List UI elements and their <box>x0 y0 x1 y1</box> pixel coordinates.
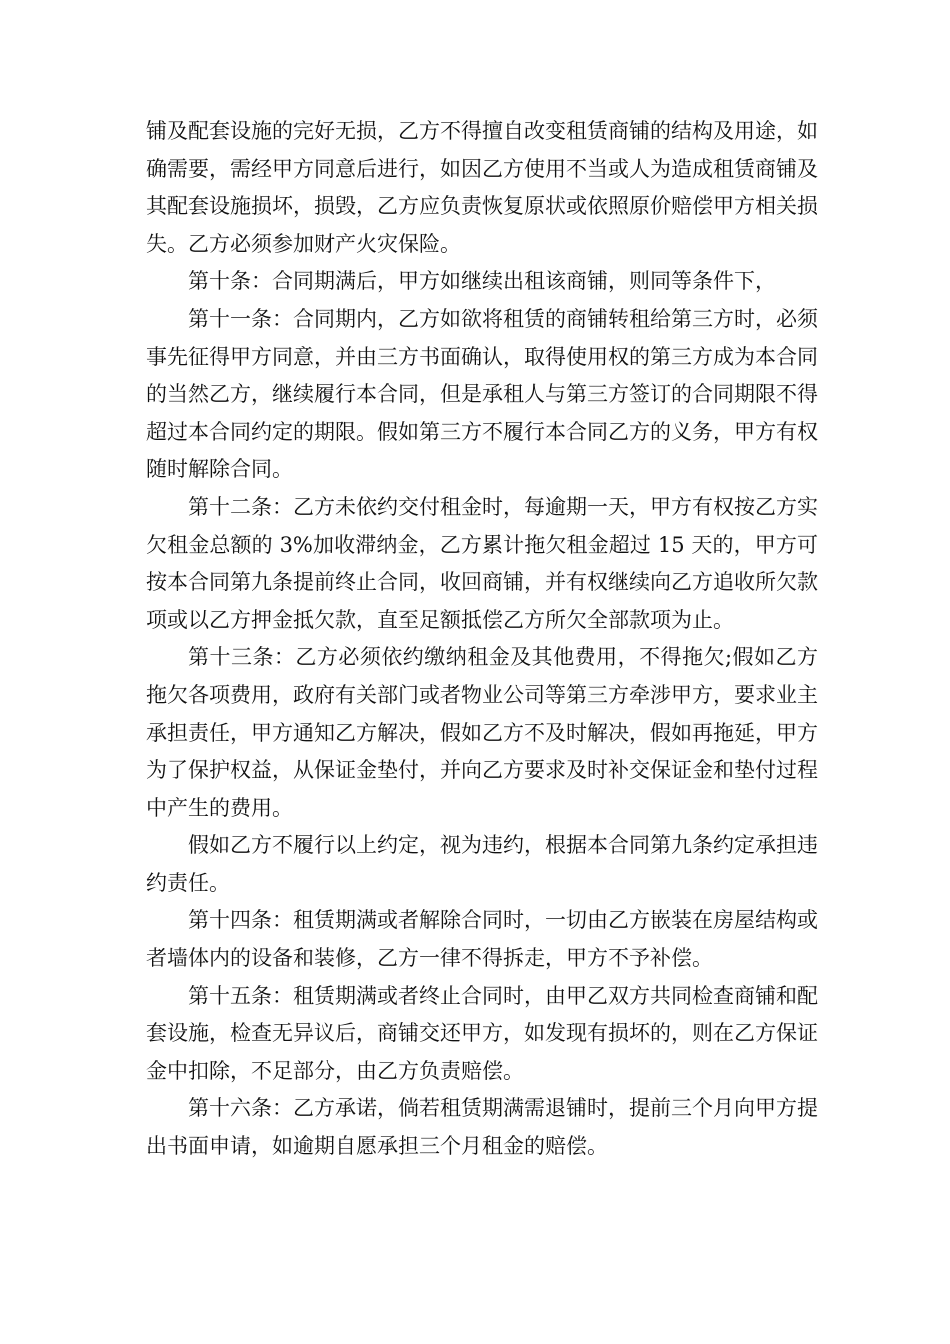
paragraph-article-11: 第十一条：合同期内，乙方如欲将租赁的商铺转租给第三方时，必须事先征得甲方同意，并由三方书面确认，取得使用权的第三方成为本合同的当然乙方，继续履行本合同，但是承租人与第三方签订的合同期限不得超过本合同约定的期限。假如第三方不履行本合同乙方的义务，甲方有权随时解除合同。 <box>146 306 818 482</box>
paragraph-article-13: 第十三条：乙方必须依约缴纳租金及其他费用，不得拖欠;假如乙方拖欠各项费用，政府有关部门或者物业公司等第三方牵涉甲方，要求业主承担责任，甲方通知乙方解决，假如乙方不及时解决，假如再拖延，甲方为了保护权益，从保证金垫付，并向乙方要求及时补交保证金和垫付过程中产生的费用。 <box>146 645 818 820</box>
paragraph-continuation-article-9: 铺及配套设施的完好无损，乙方不得擅自改变租赁商铺的结构及用途，如确需要，需经甲方同意后进行，如因乙方使用不当或人为造成租赁商铺及其配套设施损坏，损毁，乙方应负责恢复原状或依照原价赔偿甲方相关损失。乙方必须参加财产火灾保险。 <box>146 119 818 256</box>
paragraph-article-15: 第十五条：租赁期满或者终止合同时，由甲乙双方共同检查商铺和配套设施，检查无异议后，商铺交还甲方，如发现有损坏的，则在乙方保证金中扣除，不足部分，由乙方负责赔偿。 <box>146 983 818 1083</box>
paragraph-article-16: 第十六条：乙方承诺，倘若租赁期满需退铺时，提前三个月向甲方提出书面申请，如逾期自愿承担三个月租金的赔偿。 <box>146 1096 818 1159</box>
paragraph-article-13-breach: 假如乙方不履行以上约定，视为违约，根据本合同第九条约定承担违约责任。 <box>146 833 818 895</box>
document-body <box>146 113 818 1166</box>
paragraph-article-12: 第十二条：乙方未依约交付租金时，每逾期一天，甲方有权按乙方实欠租金总额的 3%加收滞纳金，乙方累计拖欠租金超过 15 天的，甲方可按本合同第九条提前终止合同，收回商铺，并有权继续向乙方追收所欠款项或以乙方押金抵欠款，直至足额抵偿乙方所欠全部款项为止。 <box>146 494 818 632</box>
paragraph-article-14: 第十四条：租赁期满或者解除合同时，一切由乙方嵌装在房屋结构或者墙体内的设备和装修，乙方一律不得拆走，甲方不予补偿。 <box>146 908 818 971</box>
paragraph-article-10: 第十条：合同期满后，甲方如继续出租该商铺，则同等条件下， <box>188 269 776 294</box>
